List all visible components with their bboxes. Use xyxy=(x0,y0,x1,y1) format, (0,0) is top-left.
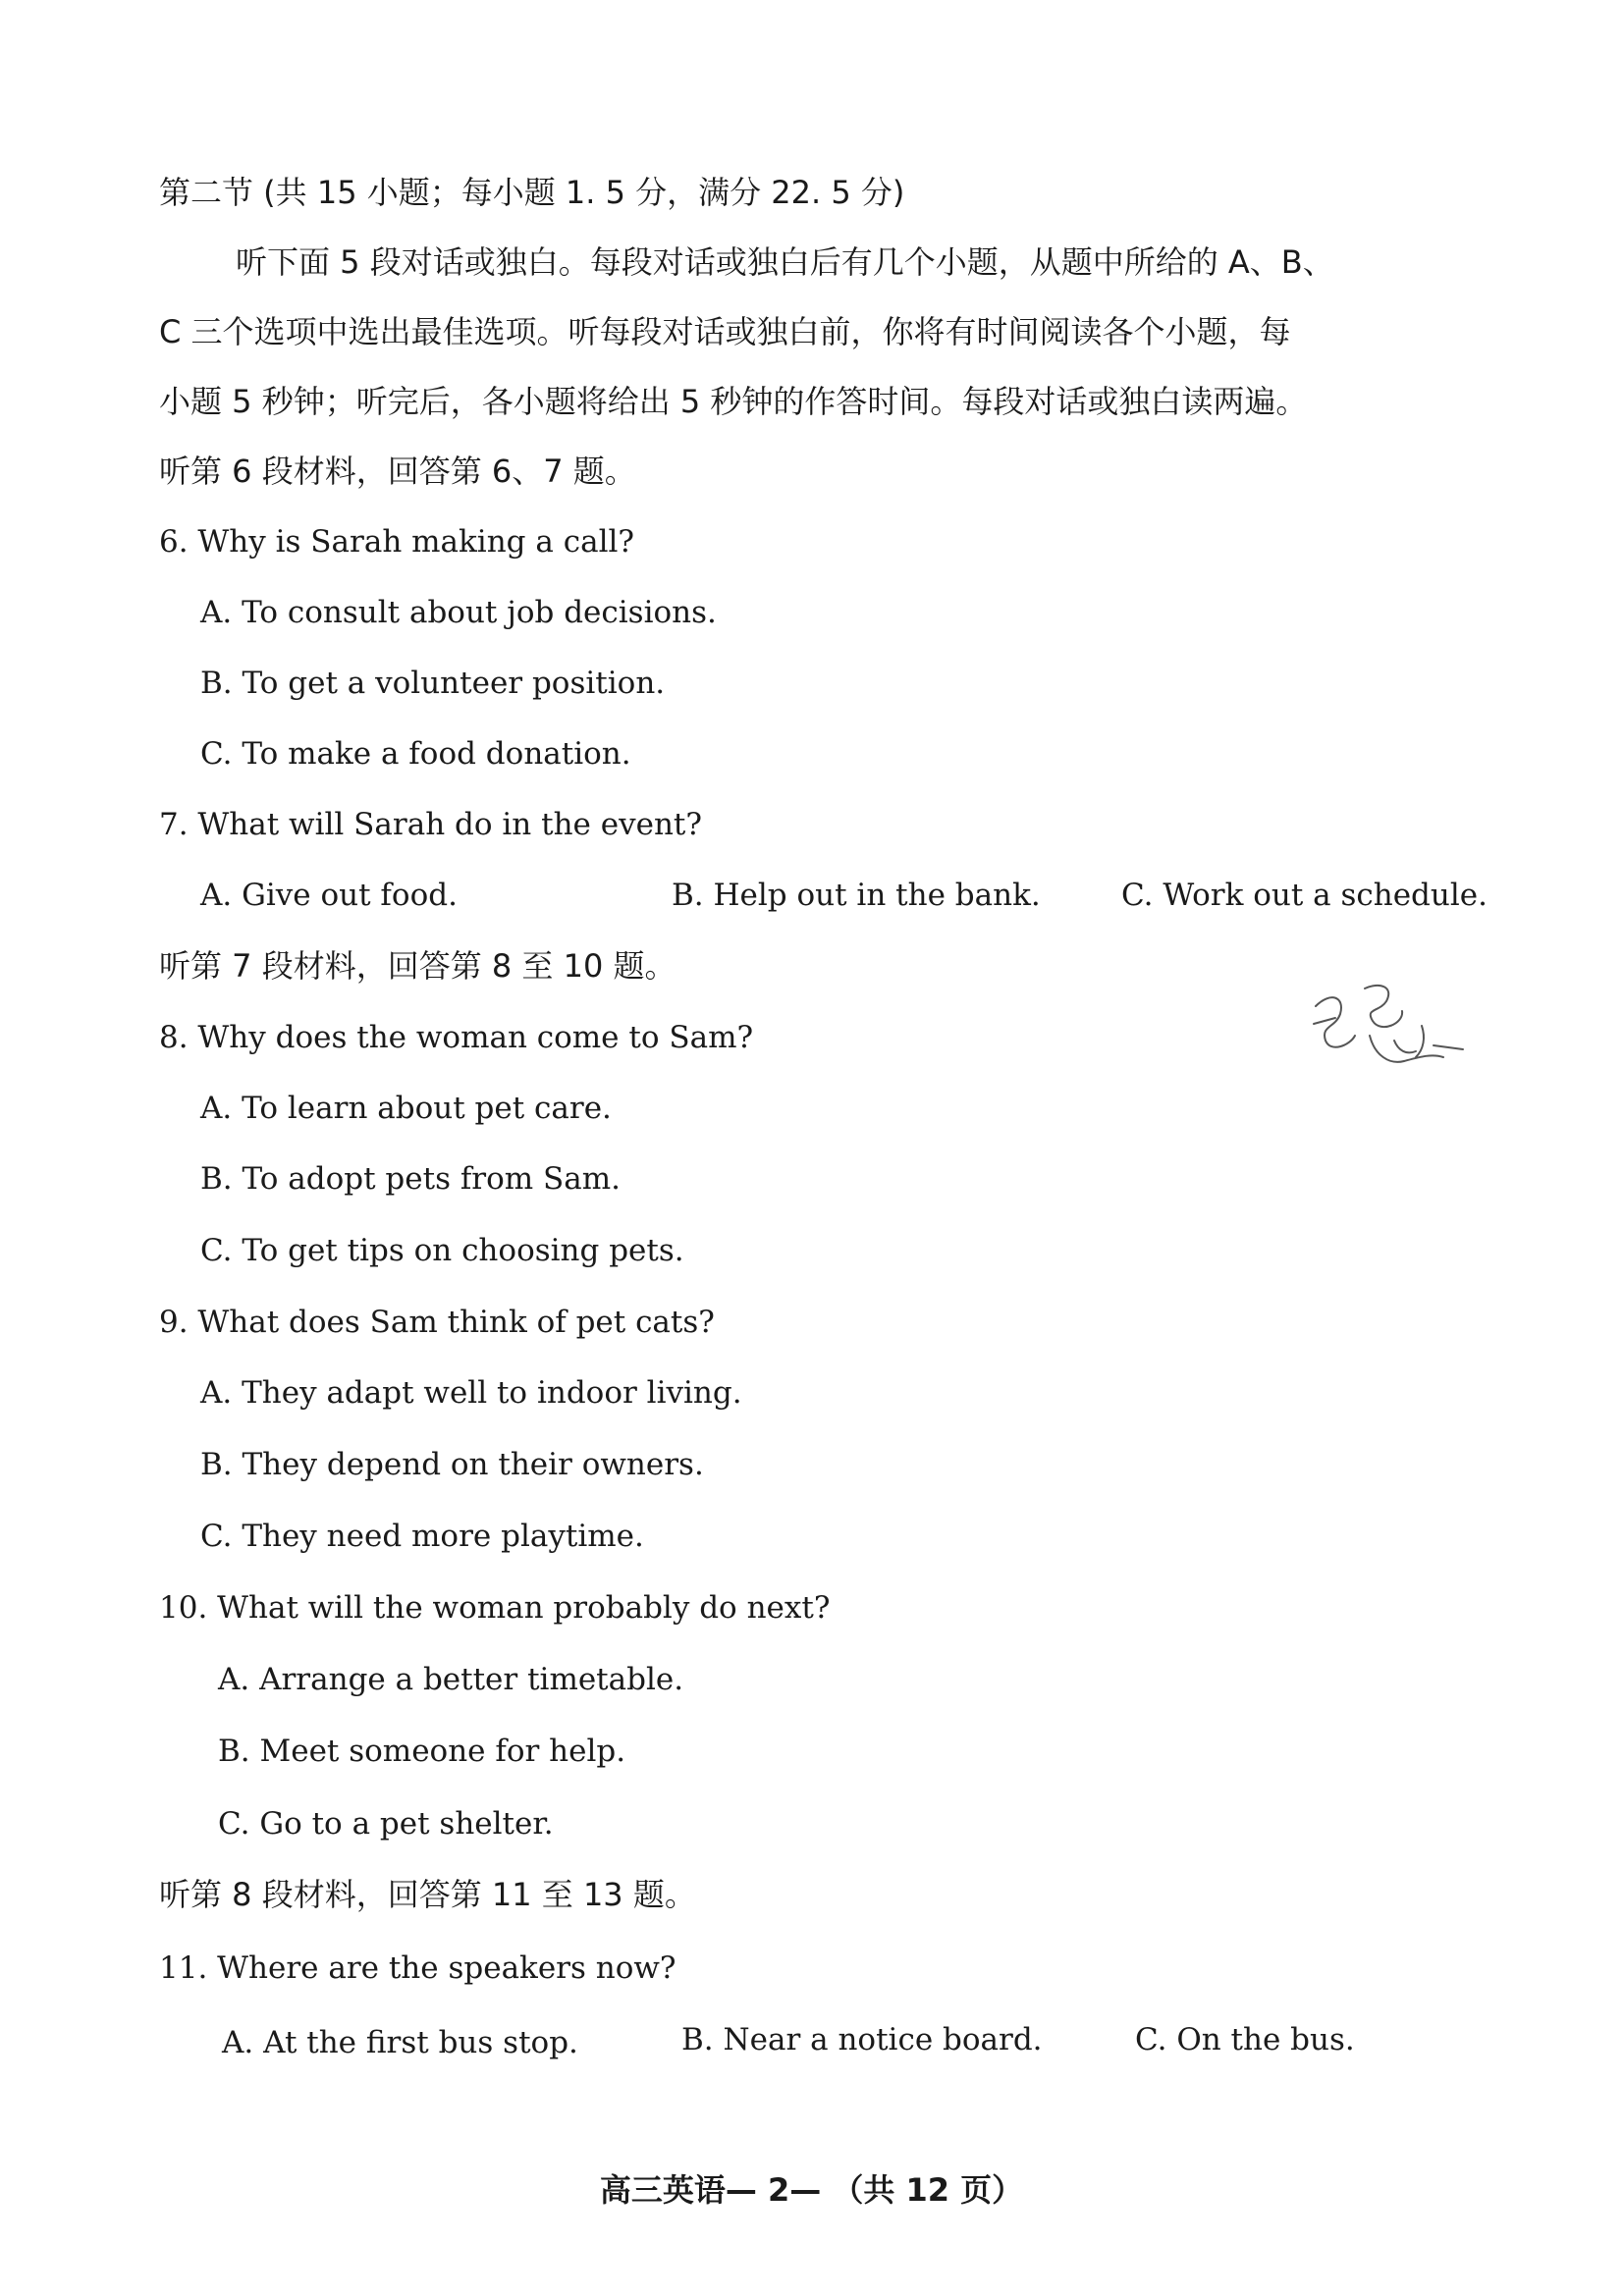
passage-label: 听第 7 段材料，回答第 8 至 10 题。 xyxy=(159,947,676,985)
passage-label: 听第 8 段材料，回答第 11 至 13 题。 xyxy=(159,1876,696,1913)
instruction-line-1: 听下面 5 段对话或独白。每段对话或独白后有几个小题，从题中所给的 A、B、 xyxy=(236,243,1334,281)
answer-option: C. To get tips on choosing pets. xyxy=(200,1233,684,1268)
instruction-line-3: 小题 5 秒钟；听完后，各小题将给出 5 秒钟的作答时间。每段对话或独白读两遍。 xyxy=(159,383,1308,420)
answer-option: A. Arrange a better timetable. xyxy=(218,1662,684,1697)
answer-option: B. Help out in the bank. xyxy=(672,878,1041,913)
answer-option: C. On the bus. xyxy=(1135,2022,1355,2057)
answer-option: C. Work out a schedule. xyxy=(1121,878,1488,913)
answer-option: C. Go to a pet shelter. xyxy=(218,1806,554,1842)
question-stem: 9. What does Sam think of pet cats? xyxy=(159,1305,715,1340)
handwritten-signature xyxy=(1296,967,1473,1085)
answer-option: A. Give out food. xyxy=(200,878,458,913)
question-stem: 8. Why does the woman come to Sam? xyxy=(159,1020,754,1055)
answer-option: A. They adapt well to indoor living. xyxy=(200,1375,742,1411)
answer-option: C. They need more playtime. xyxy=(200,1519,644,1554)
answer-option: B. Near a notice board. xyxy=(681,2022,1043,2057)
answer-option: B. To get a volunteer position. xyxy=(200,666,666,701)
question-stem: 11. Where are the speakers now? xyxy=(159,1950,676,1986)
answer-option: A. At the first bus stop. xyxy=(222,2025,578,2060)
question-stem: 7. What will Sarah do in the event? xyxy=(159,807,702,842)
answer-option: B. To adopt pets from Sam. xyxy=(200,1161,622,1197)
answer-option: A. To learn about pet care. xyxy=(200,1091,612,1126)
answer-option: A. To consult about job decisions. xyxy=(200,595,717,630)
answer-option: B. Meet someone for help. xyxy=(218,1734,626,1769)
question-stem: 6. Why is Sarah making a call? xyxy=(159,524,635,560)
page-footer: 高三英语— 2— （共 12 页） xyxy=(599,2171,1024,2209)
answer-option: C. To make a food donation. xyxy=(200,736,631,772)
passage-label: 听第 6 段材料，回答第 6、7 题。 xyxy=(159,453,636,490)
question-stem: 10. What will the woman probably do next? xyxy=(159,1590,831,1626)
answer-option: B. They depend on their owners. xyxy=(200,1447,704,1482)
instruction-line-2: C 三个选项中选出最佳选项。听每段对话或独白前，你将有时间阅读各个小题，每 xyxy=(159,313,1291,350)
section-heading: 第二节 (共 15 小题；每小题 1. 5 分，满分 22. 5 分) xyxy=(159,174,905,211)
